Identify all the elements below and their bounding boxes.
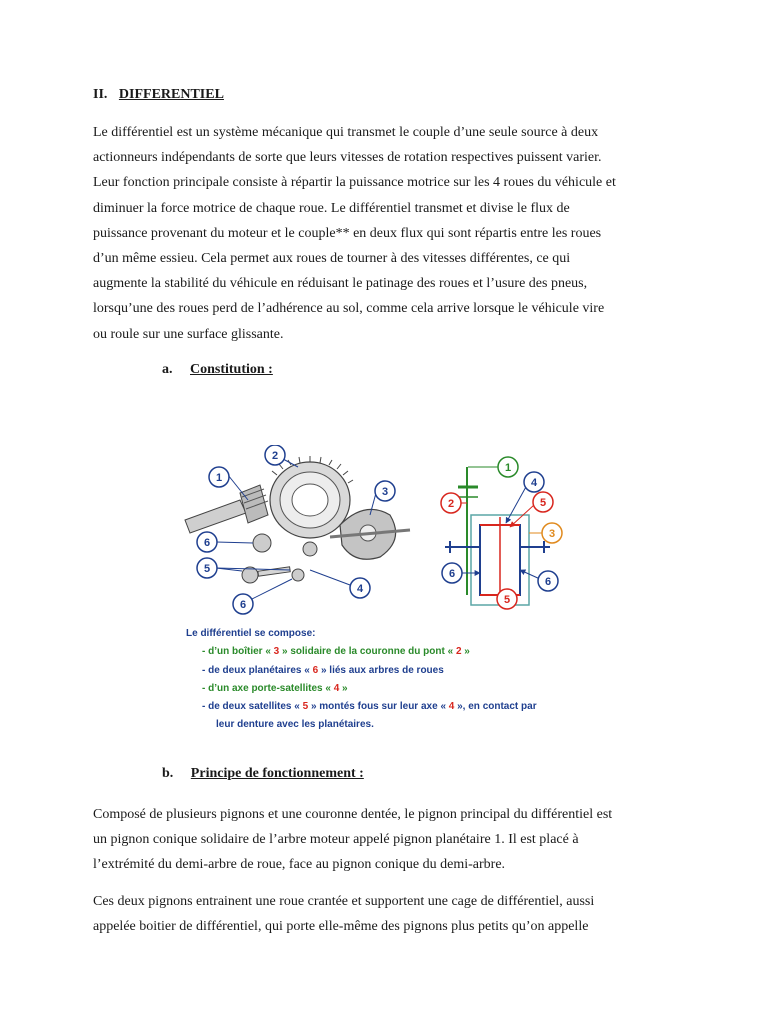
pinion-gear [240,485,268,523]
caption-item-continued: leur denture avec les planétaires. [216,719,374,731]
principle-paragraph-1 [93,802,683,878]
section-heading [93,87,224,103]
callout-label: 3 [548,528,556,540]
caption-number: 4 [333,682,340,694]
caption-title: Le différentiel se compose: [186,628,316,639]
schem-callout-2 [441,493,467,513]
text-line: Ces deux pignons entrainent une roue crantée et supportent une cage de différentiel, aussi [93,894,595,909]
text-line: l’extrémité du demi-arbre de roue, face au pignon conique du demi-arbre. [93,857,506,873]
subsection-letter: b. [162,766,174,781]
subsection-heading-b [162,766,364,782]
intro-paragraph [93,120,683,347]
callout-label: 1 [504,462,512,474]
satellite-shaft [258,567,290,576]
caption-number: 5 [302,701,309,713]
principle-paragraph-2 [93,889,683,939]
callout-label: 3 [381,486,389,498]
caption-text: - d’un axe porte-satellites « [202,682,334,694]
caption-text: », en contact par [454,701,537,713]
callout-6-top [197,532,253,552]
caption-text: - de deux planétaires « [202,664,313,676]
pinion-shaft [185,500,246,533]
callout-label: 6 [239,599,247,611]
side-gear-small [253,534,271,552]
callout-label: 5 [503,594,511,606]
callout-label: 2 [447,498,455,510]
callout-4 [310,570,370,598]
subsection-heading-a [162,362,273,378]
schem-callout-3 [529,523,562,543]
schem-callout-6-right [520,570,558,591]
caption-text: - de deux satellites « [202,701,303,713]
callout-label: 4 [530,477,538,489]
text-line: d’un même essieu. Cela permet aux roues de tourner à des vitesses différentes, ce qui [93,251,571,267]
caption-item [186,680,537,698]
schem-callout-5-bottom [497,589,517,609]
text-line: lorsqu’une des roues perd de l’adhérence au sol, comme cela arrive lorsque le véhicule vire [93,301,605,317]
schem-callout-6-left [442,563,480,583]
subsection-title: Principe de fonctionnement : [190,766,364,781]
schem-callout-5-top [510,492,553,527]
planet-gear-small [303,542,317,556]
text-line: Leur fonction principale consiste à répartir la puissance motrice sur les 4 roues du véhicule et [93,175,616,191]
caption-text: - d’un boîtier « [202,646,274,658]
caption-number: 2 [455,646,462,658]
callout-label: 6 [544,576,552,588]
subsection-letter: a. [162,362,173,377]
subsection-title: Constitution : [190,362,273,377]
caption-item [186,643,537,661]
caption-text: » solidaire de la couronne du pont « [279,646,456,658]
caption-item [186,698,537,716]
caption-number: 3 [273,646,280,658]
callout-label: 4 [356,583,364,595]
text-line: un pignon conique solidaire de l’arbre moteur appelé pignon planétaire 1. Il est placé à [93,832,579,848]
schem-callout-1 [468,457,518,477]
text-line: diminuer la force motrice de chaque roue. Le différentiel transmet et divise le flux de [93,200,570,216]
caption-item [186,662,537,680]
text-line: appelée boitier de différentiel, qui porte elle-même des pignons plus petits qu’on appelle [93,919,589,935]
text-line: Le différentiel est un système mécanique qui transmet le couple d’une seule source à deux [93,125,599,140]
callout-label: 1 [215,472,223,484]
caption-number: 6 [312,664,319,676]
callout-2 [265,445,298,467]
caption-number: 4 [448,701,455,713]
callout-label: 6 [203,537,211,549]
text-line: Composé de plusieurs pignons et une couronne dentée, le pignon principal du différentiel est [93,807,613,822]
callout-6-bottom [233,579,292,614]
caption-text: » liés aux arbres de roues [318,664,444,676]
exploded-view-illustration [185,445,410,614]
text-line: ou roule sur une surface glissante. [93,326,284,342]
callout-label: 2 [271,450,279,462]
callout-label: 5 [203,563,211,575]
text-line: augmente la stabilité du véhicule en réduisant le patinage des roues et l’usure des pneus, [93,276,588,292]
differential-schematic [441,457,562,609]
caption-text: » montés fous sur leur axe « [308,701,449,713]
caption-text: » [339,682,348,694]
callout-label: 6 [448,568,456,580]
caption-text: » [461,646,470,658]
figure-caption [186,625,537,735]
section-title: DIFFERENTIEL [118,87,224,102]
text-line: puissance provenant du moteur et le couple** en deux flux qui sont répartis entre les roues [93,225,602,241]
section-number: II. [93,87,108,102]
callout-label: 5 [539,497,547,509]
text-line: actionneurs indépendants de sorte que leurs vitesses de rotation respectives puissent varier. [93,150,602,166]
